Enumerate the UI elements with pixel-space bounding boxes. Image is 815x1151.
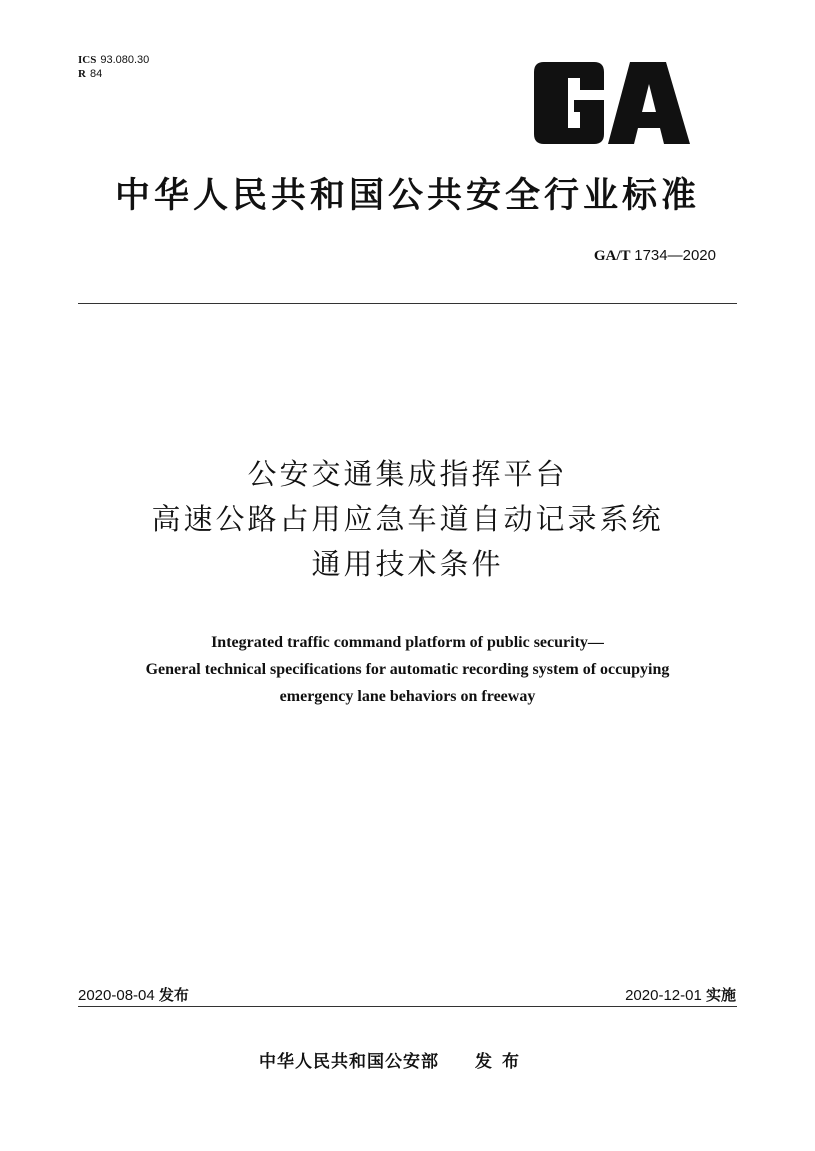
issuing-authority — [259, 1047, 529, 1072]
issuer-name: 中华人民共和国公安部 — [259, 1052, 439, 1072]
standard-number-prefix: GA/T — [593, 248, 631, 264]
ics-code — [78, 53, 149, 67]
ccs-key: R — [78, 68, 86, 80]
issuer-action: 发布 — [475, 1052, 529, 1072]
english-title-line-1: Integrated traffic command platform of public security— — [211, 634, 604, 651]
implementation-date-label: 实施 — [705, 986, 736, 1004]
issue-date-label: 发布 — [158, 986, 189, 1004]
standard-category-title: 中华人民共和国公共安全行业标准 — [114, 176, 700, 216]
implementation-date-value: 2020-12-01 — [625, 987, 702, 1004]
classification-codes — [78, 53, 149, 81]
english-title — [0, 629, 815, 710]
english-title-line-3: emergency lane behaviors on freeway — [279, 688, 536, 705]
chinese-title-line-2: 高速公路占用应急车道自动记录系统 — [151, 502, 664, 536]
ccs-value: 84 — [89, 68, 103, 80]
english-title-line-2: General technical specifications for automatic recording system of occupying — [145, 661, 670, 678]
bottom-divider — [78, 1006, 737, 1007]
ga-logo — [530, 62, 694, 144]
issue-date-value: 2020-08-04 — [78, 987, 155, 1004]
top-divider — [78, 303, 737, 304]
chinese-title — [0, 452, 815, 587]
ccs-code — [78, 67, 149, 81]
standard-number — [594, 247, 716, 265]
implementation-date — [625, 984, 736, 1005]
ics-value: 93.080.30 — [100, 54, 150, 66]
issue-date — [78, 984, 189, 1005]
ics-key: ICS — [78, 54, 97, 66]
chinese-title-line-3: 通用技术条件 — [311, 547, 504, 581]
chinese-title-line-1: 公安交通集成指挥平台 — [247, 457, 568, 491]
standard-number-value: 1734—2020 — [634, 247, 716, 264]
